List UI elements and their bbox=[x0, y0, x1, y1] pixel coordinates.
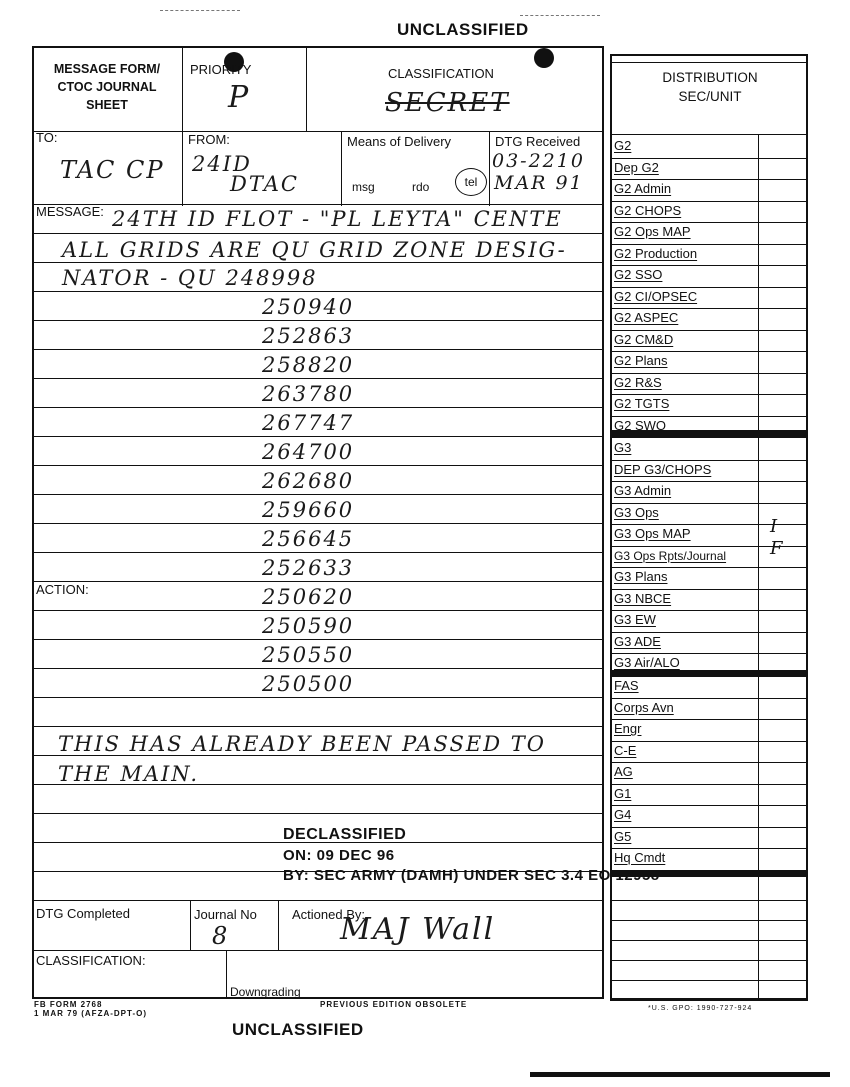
distribution-item: AG bbox=[614, 764, 633, 779]
distribution-item: G2 Plans bbox=[614, 353, 668, 368]
message-line: 263780 bbox=[262, 382, 355, 406]
divider bbox=[610, 134, 808, 135]
delivery-rdo: rdo bbox=[412, 180, 430, 194]
to-label: TO: bbox=[36, 130, 58, 145]
message-line: 259660 bbox=[262, 498, 355, 522]
declassified-date: ON: 09 DEC 96 bbox=[283, 847, 395, 864]
previous-edition-note: PREVIOUS EDITION OBSOLETE bbox=[320, 1000, 468, 1009]
priority-value: P bbox=[228, 80, 251, 115]
actioned-by-label: Actioned By: bbox=[292, 907, 365, 922]
message-line: 258820 bbox=[262, 353, 355, 377]
message-label: MESSAGE: bbox=[36, 204, 104, 219]
distribution-group-separator bbox=[610, 870, 808, 877]
message-line: 250550 bbox=[262, 643, 355, 667]
ruled-line bbox=[32, 465, 604, 466]
action-label: ACTION: bbox=[36, 582, 89, 597]
ruled-line bbox=[32, 610, 604, 611]
distribution-item: G2 TGTS bbox=[614, 396, 670, 411]
divider bbox=[182, 46, 183, 206]
distribution-item: G2 Production bbox=[614, 245, 698, 261]
divider bbox=[32, 900, 604, 901]
message-line: 250620 bbox=[262, 585, 355, 609]
dtg-received-label: DTG Received bbox=[495, 134, 581, 149]
distribution-item: G3 Plans bbox=[614, 569, 668, 584]
distribution-item: G2 Admin bbox=[614, 181, 672, 196]
scan-noise bbox=[160, 10, 240, 11]
message-line: ALL GRIDS ARE QU GRID ZONE DESIG- bbox=[62, 238, 567, 262]
ruled-line bbox=[32, 204, 604, 205]
journal-no-label: Journal No bbox=[194, 907, 257, 922]
message-line: 250590 bbox=[262, 614, 355, 638]
ruled-line bbox=[32, 552, 604, 553]
from-value: DTAC bbox=[230, 172, 299, 196]
from-label: FROM: bbox=[188, 132, 230, 147]
ruled-line bbox=[32, 407, 604, 408]
actioned-by-signature: MAJ Wall bbox=[340, 912, 496, 947]
divider bbox=[306, 46, 307, 132]
ruled-line bbox=[32, 523, 604, 524]
declassified-stamp: DECLASSIFIED bbox=[283, 826, 407, 843]
distribution-rule bbox=[610, 920, 808, 921]
distribution-item: G3 EW bbox=[614, 612, 656, 627]
message-line: 24TH ID FLOT - "PL LEYTA" CENTE bbox=[112, 207, 563, 231]
downgrading-label: Downgrading bbox=[230, 985, 301, 999]
distribution-item: G3 bbox=[614, 440, 632, 455]
dtg-received-value: MAR 91 bbox=[494, 172, 584, 194]
message-line: 256645 bbox=[262, 527, 355, 551]
ruled-line bbox=[32, 320, 604, 321]
divider bbox=[489, 131, 490, 206]
scan-edge bbox=[530, 1072, 830, 1077]
distribution-item: G1 bbox=[614, 785, 632, 801]
distribution-mark-g3-ops-map: I bbox=[770, 516, 778, 537]
divider bbox=[226, 950, 227, 999]
distribution-item: G2 Ops MAP bbox=[614, 224, 691, 239]
delivery-label: Means of Delivery bbox=[347, 134, 452, 149]
distribution-item: G3 Air/ALO bbox=[614, 655, 680, 670]
distribution-rule bbox=[610, 900, 808, 901]
message-line: 252863 bbox=[262, 324, 355, 348]
message-line: 264700 bbox=[262, 440, 355, 464]
distribution-item: G5 bbox=[614, 828, 632, 844]
distribution-group-separator bbox=[610, 430, 808, 437]
form-number: FB FORM 2768 bbox=[34, 1000, 103, 1009]
divider bbox=[190, 900, 191, 950]
gpo-note: *U.S. GPO: 1990-727-924 bbox=[648, 1005, 753, 1012]
distribution-item: Corps Avn bbox=[614, 699, 674, 715]
ruled-line bbox=[32, 233, 604, 234]
distribution-item: G3 NBCE bbox=[614, 590, 672, 606]
distribution-group-separator bbox=[610, 670, 808, 677]
distribution-rule bbox=[610, 960, 808, 961]
scan-noise bbox=[520, 15, 600, 16]
message-line: THIS HAS ALREADY BEEN PASSED TO bbox=[58, 732, 546, 756]
message-line: 262680 bbox=[262, 469, 355, 493]
message-line: 250500 bbox=[262, 672, 355, 696]
distribution-item: G3 Ops Rpts/Journal bbox=[614, 548, 727, 563]
dtg-completed-label: DTG Completed bbox=[36, 906, 130, 921]
ruled-line bbox=[32, 378, 604, 379]
from-value: 24ID bbox=[192, 152, 252, 176]
divider bbox=[610, 62, 808, 63]
form-title: MESSAGE FORM/ CTOC JOURNAL SHEET bbox=[53, 62, 161, 112]
distribution-item: G2 CHOPS bbox=[614, 202, 682, 218]
ruled-line bbox=[32, 813, 604, 814]
distribution-item: Hq Cmdt bbox=[614, 850, 666, 865]
distribution-item: G4 bbox=[614, 807, 632, 822]
distribution-item: G2 CI/OPSEC bbox=[614, 288, 698, 304]
ruled-line bbox=[32, 581, 604, 582]
distribution-rule bbox=[610, 980, 808, 981]
ruled-line bbox=[32, 726, 604, 727]
ruled-line bbox=[32, 494, 604, 495]
ruled-line bbox=[32, 291, 604, 292]
divider bbox=[341, 131, 342, 206]
declassified-authority: BY: SEC ARMY (DAMH) UNDER SEC 3.4 EO 12958 bbox=[283, 867, 660, 884]
form-number: 1 MAR 79 (AFZA-DPT-O) bbox=[34, 1009, 147, 1018]
distribution-mark-g3-ops-rpts: F bbox=[770, 538, 783, 559]
classification-label: CLASSIFICATION bbox=[388, 66, 494, 81]
distribution-item: G2 SSO bbox=[614, 267, 663, 282]
distribution-item: G3 Ops bbox=[614, 504, 659, 520]
distribution-item: G2 SWO bbox=[614, 417, 667, 433]
priority-label: PRIORITY bbox=[190, 62, 252, 77]
ruled-line bbox=[32, 668, 604, 669]
dtg-received-value: 03-2210 bbox=[492, 150, 585, 172]
ruled-line bbox=[32, 639, 604, 640]
journal-no-value: 8 bbox=[212, 922, 230, 950]
distribution-item: Engr bbox=[614, 721, 642, 736]
distribution-item: G3 Admin bbox=[614, 483, 672, 498]
distribution-item: Dep G2 bbox=[614, 159, 659, 175]
distribution-item: G2 CM&D bbox=[614, 331, 674, 347]
message-line: 267747 bbox=[262, 411, 355, 435]
divider bbox=[32, 131, 604, 132]
distribution-item: G2 R&S bbox=[614, 374, 662, 390]
message-line: 252633 bbox=[262, 556, 355, 580]
distribution-item: C-E bbox=[614, 742, 637, 758]
distribution-item: G3 ADE bbox=[614, 633, 661, 649]
classification-value: SECRET bbox=[385, 88, 510, 118]
delivery-msg: msg bbox=[352, 180, 375, 194]
distribution-item: G3 Ops MAP bbox=[614, 526, 691, 541]
classification-top: UNCLASSIFIED bbox=[397, 20, 529, 39]
classification-bottom-label: CLASSIFICATION: bbox=[36, 953, 146, 968]
ruled-line bbox=[32, 262, 604, 263]
delivery-tel: tel bbox=[455, 168, 487, 196]
punch-hole bbox=[534, 48, 554, 68]
divider bbox=[32, 950, 604, 951]
distribution-rule bbox=[610, 940, 808, 941]
distribution-rule bbox=[610, 1000, 808, 1001]
to-value: TAC CP bbox=[60, 156, 165, 184]
distribution-title: DISTRIBUTION SEC/UNIT bbox=[662, 70, 758, 104]
distribution-item: G2 ASPEC bbox=[614, 310, 679, 325]
classification-bottom: UNCLASSIFIED bbox=[232, 1020, 364, 1039]
message-line: NATOR - QU 248998 bbox=[62, 266, 318, 290]
distribution-item: DEP G3/CHOPS bbox=[614, 461, 712, 477]
message-line: THE MAIN. bbox=[58, 762, 199, 786]
ruled-line bbox=[32, 349, 604, 350]
ruled-line bbox=[32, 697, 604, 698]
divider bbox=[278, 900, 279, 950]
ruled-line bbox=[32, 436, 604, 437]
distribution-item: G2 bbox=[614, 138, 632, 153]
message-line: 250940 bbox=[262, 295, 355, 319]
distribution-item: FAS bbox=[614, 678, 639, 693]
